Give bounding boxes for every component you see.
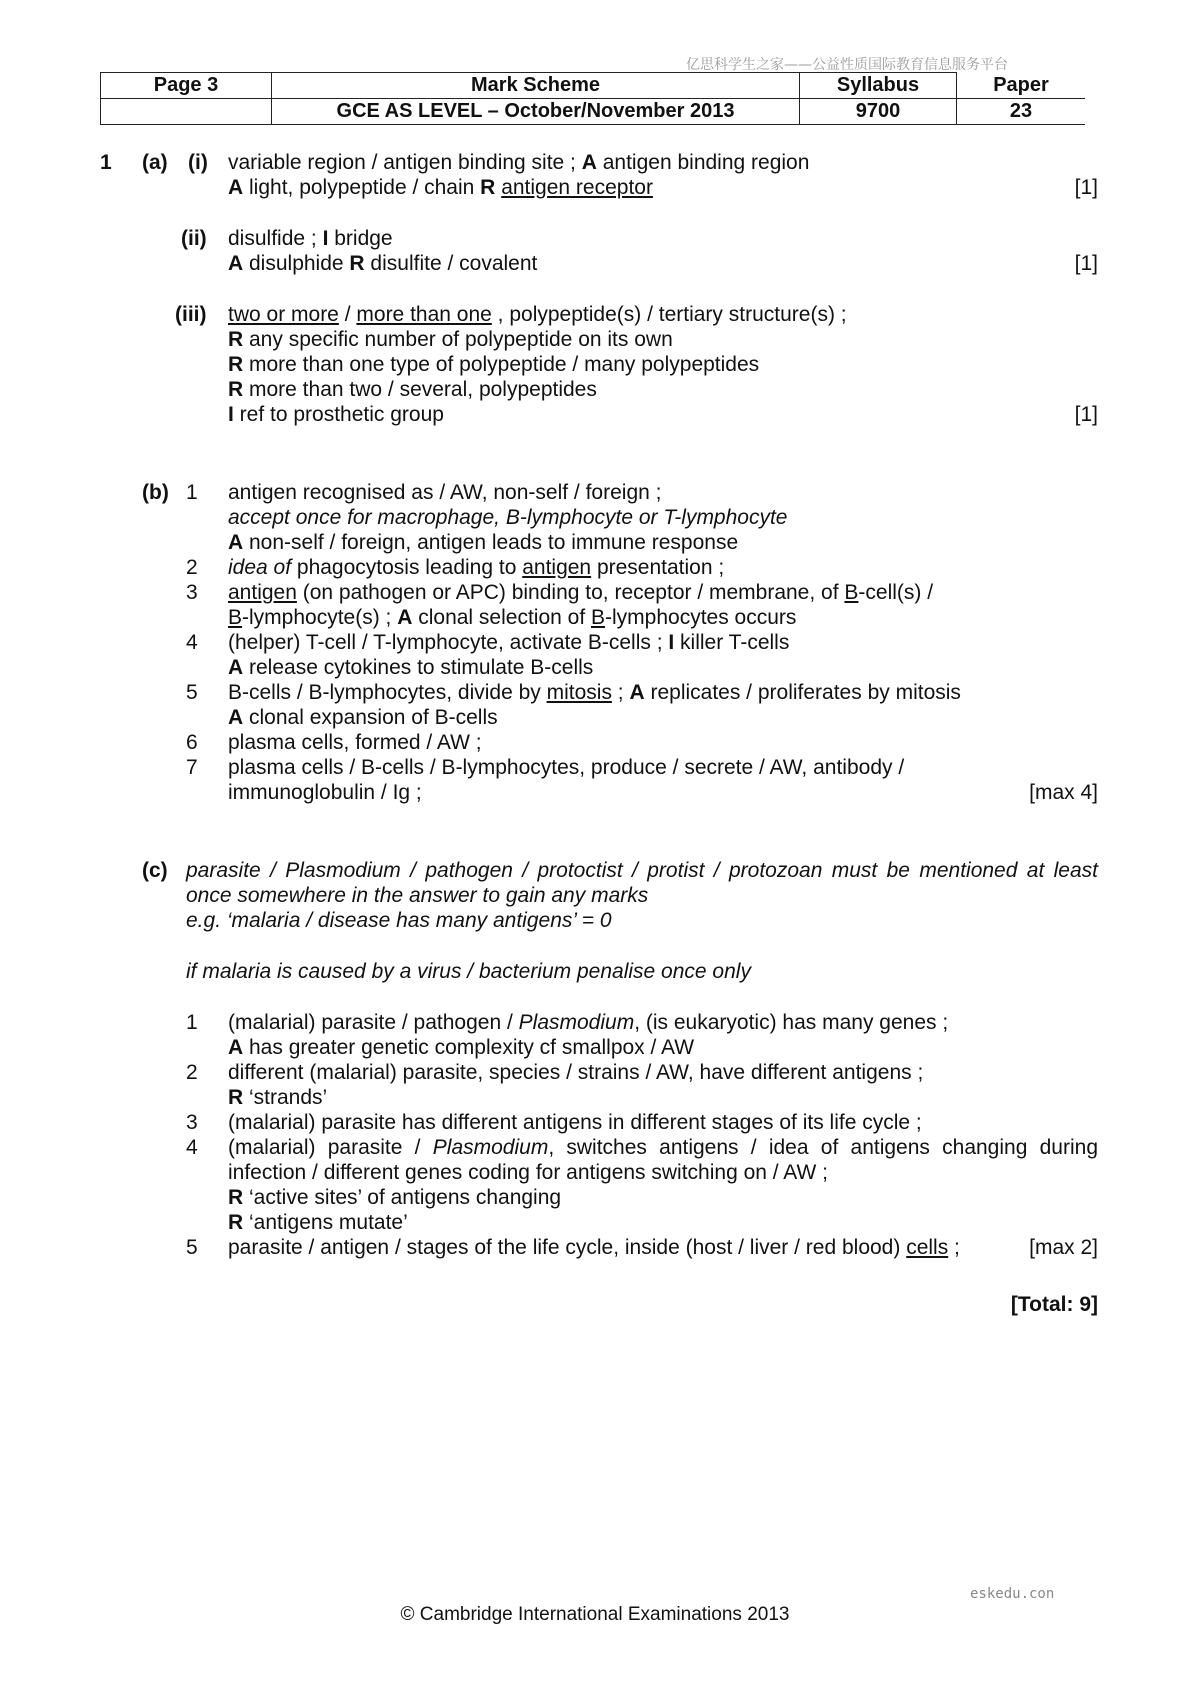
header-mark-scheme: Mark Scheme xyxy=(272,73,800,99)
c-point-2-reject: R ‘strands’ xyxy=(228,1086,328,1109)
c-note-line-1: parasite / Plasmodium / pathogen / protoctist / protist / protozoan must be mentioned at least xyxy=(186,859,1098,882)
watermark-top: 亿思科学生之家——公益性质国际教育信息服务平台 xyxy=(686,57,1008,73)
part-a-label: (a) xyxy=(142,151,168,174)
a-iii-line-4: R more than two / several, polypeptides xyxy=(228,378,597,401)
b-point-3-line-2: B-lymphocyte(s) ; A clonal selection of B-lymphocytes occurs xyxy=(228,606,797,629)
b-point-3-number: 3 xyxy=(186,581,198,604)
b-point-3-line-1: antigen (on pathogen or APC) binding to, receptor / membrane, of B-cell(s) / xyxy=(228,581,934,604)
header-page: Page 3 xyxy=(101,73,272,99)
b-point-5-text: B-cells / B-lymphocytes, divide by mitosis ; A replicates / proliferates by mitosis xyxy=(228,681,961,704)
b-mark: [max 4] xyxy=(1029,781,1098,804)
c-note-line-2: once somewhere in the answer to gain any marks xyxy=(186,884,649,907)
b-point-5-alt: A clonal expansion of B-cells xyxy=(228,706,498,729)
c-point-4-reject-1: R ‘active sites’ of antigens changing xyxy=(228,1186,562,1209)
header-table xyxy=(100,72,1085,125)
b-point-6-text: plasma cells, formed / AW ; xyxy=(228,731,482,754)
a-i-line-2: A light, polypeptide / chain R antigen receptor xyxy=(228,176,653,199)
c-note-line-3: e.g. ‘malaria / disease has many antigens’ = 0 xyxy=(186,909,612,932)
a-iii-line-3: R more than one type of polypeptide / many polypeptides xyxy=(228,353,760,376)
a-iii-mark: [1] xyxy=(1074,403,1098,426)
c-point-2-text: different (malarial) parasite, species / strains / AW, have different antigens ; xyxy=(228,1061,924,1084)
b-point-1-alt: A non-self / foreign, antigen leads to immune response xyxy=(228,531,739,554)
c-point-4-line-1: (malarial) parasite / Plasmodium, switches antigens / idea of antigens changing during xyxy=(228,1136,1098,1159)
c-point-2-number: 2 xyxy=(186,1061,198,1084)
b-point-6-number: 6 xyxy=(186,731,198,754)
c-point-1-text: (malarial) parasite / pathogen / Plasmodium, (is eukaryotic) has many genes ; xyxy=(228,1011,949,1034)
question-number: 1 xyxy=(100,151,112,174)
a-ii-line-1: disulfide ; I bridge xyxy=(228,227,393,250)
header-syllabus-code: 9700 xyxy=(800,99,957,125)
a-i-mark: [1] xyxy=(1074,176,1098,199)
part-a-i-label: (i) xyxy=(188,151,208,174)
c-point-1-number: 1 xyxy=(186,1011,198,1034)
b-point-2-text: idea of phagocytosis leading to antigen presentation ; xyxy=(228,556,725,579)
c-point-4-reject-2: R ‘antigens mutate’ xyxy=(228,1211,408,1234)
c-point-4-number: 4 xyxy=(186,1136,198,1159)
c-point-4-line-2: infection / different genes coding for antigens switching on / AW ; xyxy=(228,1161,829,1184)
a-i-line-1: variable region / antigen binding site ; A antigen binding region xyxy=(228,151,810,174)
b-point-1-text: antigen recognised as / AW, non-self / foreign ; xyxy=(228,481,662,504)
header-empty-cell xyxy=(101,99,272,125)
a-iii-line-1: two or more / more than one , polypeptide(s) / tertiary structure(s) ; xyxy=(228,303,847,326)
c-point-5-text: parasite / antigen / stages of the life cycle, inside (host / liver / red blood) cells ; xyxy=(228,1236,960,1259)
header-exam: GCE AS LEVEL – October/November 2013 xyxy=(272,99,800,125)
part-a-ii-label: (ii) xyxy=(181,227,207,250)
b-point-4-alt: A release cytokines to stimulate B-cells xyxy=(228,656,594,679)
b-point-4-number: 4 xyxy=(186,631,198,654)
b-point-7-line-1: plasma cells / B-cells / B-lymphocytes, produce / secrete / AW, antibody / xyxy=(228,756,905,779)
c-point-1-alt: A has greater genetic complexity cf smallpox / AW xyxy=(228,1036,695,1059)
b-point-4-text: (helper) T-cell / T-lymphocyte, activate B-cells ; I killer T-cells xyxy=(228,631,790,654)
header-paper-label: Paper xyxy=(993,73,1049,96)
b-point-1-note: accept once for macrophage, B-lymphocyte or T-lymphocyte xyxy=(228,506,788,529)
a-iii-line-2: R any specific number of polypeptide on its own xyxy=(228,328,673,351)
c-point-5-number: 5 xyxy=(186,1236,198,1259)
b-point-7-line-2: immunoglobulin / Ig ; xyxy=(228,781,422,804)
c-point-3-number: 3 xyxy=(186,1111,198,1134)
c-mark: [max 2] xyxy=(1029,1236,1098,1259)
a-ii-mark: [1] xyxy=(1074,252,1098,275)
part-c-label: (c) xyxy=(142,859,168,882)
header-syllabus-label: Syllabus xyxy=(800,73,957,99)
b-point-5-number: 5 xyxy=(186,681,198,704)
part-a-iii-label: (iii) xyxy=(175,303,207,326)
b-point-2-number: 2 xyxy=(186,556,198,579)
c-note-line-4: if malaria is caused by a virus / bacterium penalise once only xyxy=(186,960,751,983)
c-point-3-text: (malarial) parasite has different antigens in different stages of its life cycle ; xyxy=(228,1111,922,1134)
b-point-7-number: 7 xyxy=(186,756,198,779)
a-iii-line-5: I ref to prosthetic group xyxy=(228,403,444,426)
b-point-1-number: 1 xyxy=(186,481,198,504)
total-mark: [Total: 9] xyxy=(1010,1293,1098,1316)
footer-copyright: © Cambridge International Examinations 2013 xyxy=(400,1604,790,1625)
watermark-bottom: eskedu.con xyxy=(970,1586,1055,1602)
a-ii-line-2: A disulphide R disulfite / covalent xyxy=(228,252,538,275)
part-b-label: (b) xyxy=(142,481,169,504)
header-paper-code: 23 xyxy=(957,99,1086,125)
